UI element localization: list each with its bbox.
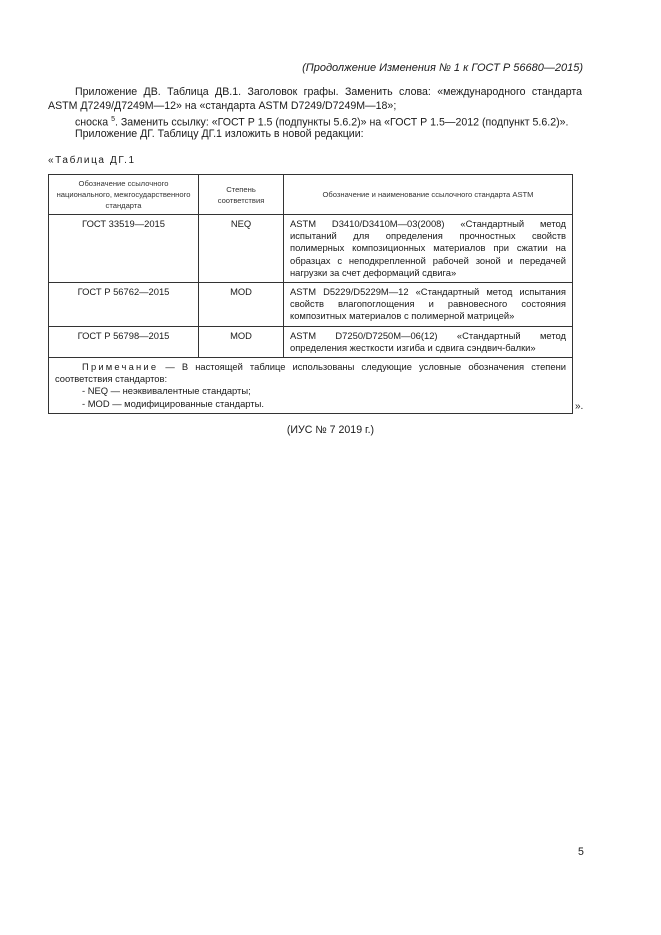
table-note (49, 358, 573, 414)
footnote-superscript: 5 (111, 116, 115, 123)
cell-degree: MOD (199, 326, 284, 357)
paragraph-appendix-dv-line1: Приложение ДВ. Таблица ДВ.1. Заголовок графы. Заменить слова: «международного стандарта (75, 86, 582, 98)
table-row (49, 283, 573, 327)
ius-reference: (ИУС № 7 2019 г.) (286, 424, 375, 436)
footnote-text: . Заменить ссылку: «ГОСТ Р 1.5 (подпункты 5.6.2)» на «ГОСТ Р 1.5—2012 (подпункт 5.6.2)». (114, 116, 569, 129)
document-header: (Продолжение Изменения № 1 к ГОСТ Р 56680—2015) (302, 62, 583, 74)
table-caption: «Таблица ДГ.1 (48, 155, 136, 166)
header-national-standard: Обозначение ссылочного национального, межгосударственного стандарта (49, 175, 199, 215)
note-label: Примечание (82, 361, 159, 373)
table-note-row (49, 358, 573, 414)
table-closing-quote: ». (575, 401, 584, 412)
cell-degree: MOD (199, 283, 284, 327)
cell-standard: ГОСТ Р 56798—2015 (49, 326, 199, 357)
reference-standards-table (48, 174, 573, 414)
table-header-row (49, 175, 573, 215)
paragraph-appendix-dv-line2: ASTM Д7249/Д7249М—12» на «стандарта ASTM D7249/D7249M—18»; (48, 100, 397, 112)
cell-standard: ГОСТ 33519—2015 (49, 215, 199, 283)
paragraph-appendix-dg: Приложение ДГ. Таблицу ДГ.1 изложить в новой редакции: (75, 128, 364, 140)
cell-astm: ASTM D5229/D5229M—12 «Стандартный метод испытания свойств влагопоглощения и равновесного состояния композитных материалов с полимерной матрицей» (284, 283, 573, 327)
table-row (49, 326, 573, 357)
cell-standard: ГОСТ Р 56762—2015 (49, 283, 199, 327)
note-item-neq: - NEQ — неэквивалентные стандарты; (82, 385, 251, 397)
cell-degree: NEQ (199, 215, 284, 283)
header-degree: Степень соответствия (199, 175, 284, 215)
cell-astm: ASTM D3410/D3410M—03(2008) «Стандартный метод испытаний для определения прочностных свойств полимерных композиционных материалов при сжатии на образцах с неподкрепленной рабочей зоной и передачей нагрузки за счет деформаций сдвига» (284, 215, 573, 283)
header-astm-standard: Обозначение и наименование ссылочного стандарта ASTM (284, 175, 573, 215)
note-intro (55, 361, 566, 385)
table-row (49, 215, 573, 283)
page-number: 5 (578, 846, 584, 858)
note-item-mod: - MOD — модифицированные стандарты. (82, 397, 264, 409)
note-text: — В настоящей таблице использованы следующие условные обозначения степени соответствия стандартов: (55, 361, 566, 385)
cell-astm: ASTM D7250/D7250M—06(12) «Стандартный метод определения жесткости изгиба и сдвига сэндвич-балки» (284, 326, 573, 357)
footnote-label: сноска (75, 116, 109, 129)
